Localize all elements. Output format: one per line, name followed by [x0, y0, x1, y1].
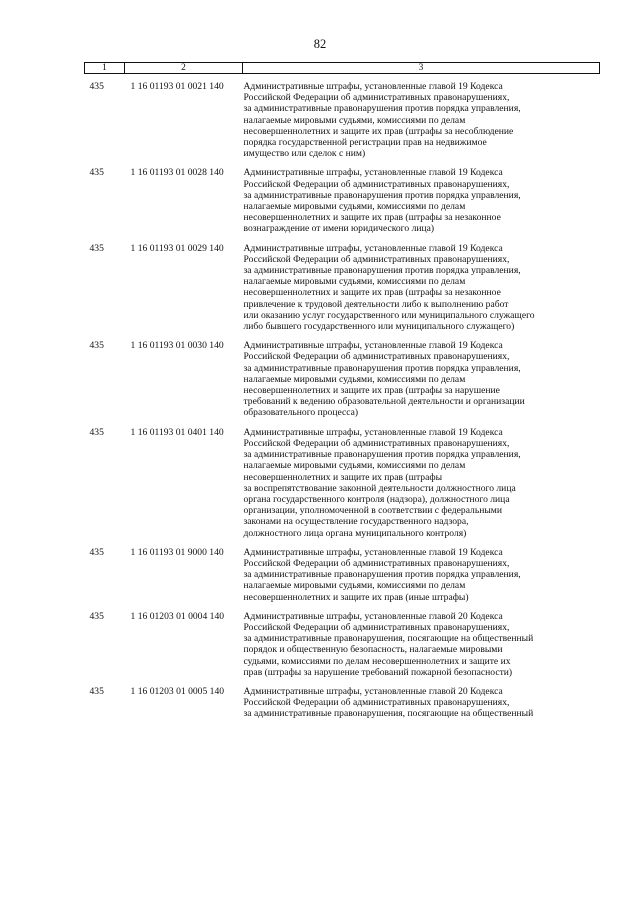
description-line: несовершеннолетних и защите их прав (иные штрафы)	[243, 591, 469, 603]
budget-code-cell: 1 16 01193 01 9000 140	[130, 546, 224, 558]
description-line: Административные штрафы, установленные главой 20 Кодекса	[243, 685, 503, 697]
admin-code-cell: 435	[89, 167, 104, 179]
budget-code-cell: 1 16 01193 01 0021 140	[130, 81, 224, 92]
description-line: за административные правонарушения против порядка управления,	[243, 103, 521, 115]
description-line: за административные правонарушения против порядка управления,	[243, 265, 521, 277]
description-line: за административные правонарушения против порядка управления,	[243, 569, 521, 581]
description-line: Административные штрафы, установленные главой 19 Кодекса	[243, 426, 503, 438]
table-row	[85, 427, 600, 547]
description-line: Российской Федерации об административных правонарушениях,	[243, 178, 510, 190]
description-line: прав (штрафы за нарушение требований пожарной безопасности)	[243, 666, 513, 678]
description-line: за административные правонарушения, посягающие на общественный	[243, 633, 534, 645]
description-line: Российской Федерации об административных правонарушениях,	[243, 621, 510, 633]
description-line: за воспрепятствование законной деятельности должностного лица	[243, 482, 516, 494]
description-line: несовершеннолетних и защите их прав (штрафы за несоблюдение	[243, 125, 514, 137]
table-row	[85, 243, 600, 341]
table-row	[85, 611, 600, 686]
header-col-2: 2	[125, 63, 243, 74]
table-header	[85, 63, 600, 74]
description-line: налагаемые мировыми судьями, комиссиями по делам	[243, 114, 466, 126]
admin-code-cell: 435	[89, 426, 104, 438]
header-col-1: 1	[85, 63, 125, 74]
description-line: Российской Федерации об административных правонарушениях,	[243, 697, 510, 709]
description-line: либо бывшего государственного или муниципального служащего)	[243, 321, 515, 333]
table-row	[85, 686, 600, 728]
admin-code-cell: 435	[89, 242, 104, 254]
description-cell	[243, 427, 600, 547]
description-cell	[243, 243, 600, 341]
table-row	[85, 547, 600, 611]
admin-code-cell: 435	[89, 610, 104, 622]
description-line: порядок и общественную безопасность, налагаемые мировыми	[243, 644, 503, 656]
table-row	[85, 74, 600, 168]
description-line: законами на осуществление государственного надзора,	[243, 516, 469, 528]
header-col-3: 3	[243, 63, 600, 74]
budget-code-cell: 1 16 01203 01 0005 140	[130, 685, 225, 697]
description-line: имущество или сделок с ним)	[243, 148, 366, 160]
description-line: Административные штрафы, установленные главой 19 Кодекса	[243, 546, 503, 558]
description-cell	[243, 340, 600, 426]
description-line: за административные правонарушения против порядка управления,	[243, 362, 521, 374]
description-line: несовершеннолетних и защите их прав (штрафы за незаконное	[243, 212, 501, 224]
description-line: налагаемые мировыми судьями, комиссиями по делам	[243, 373, 466, 385]
description-line: Российской Федерации об административных правонарушениях,	[243, 557, 510, 569]
description-line: образовательного процесса)	[243, 407, 359, 419]
description-line: несовершеннолетних и защите их прав (штрафы за незаконное	[243, 287, 501, 299]
description-line: Административные штрафы, установленные главой 19 Кодекса	[243, 81, 503, 92]
description-line: Российской Федерации об административных правонарушениях,	[243, 351, 510, 363]
budget-code-cell: 1 16 01193 01 0401 140	[130, 426, 224, 438]
description-cell	[243, 547, 600, 611]
budget-code-cell: 1 16 01193 01 0029 140	[130, 242, 224, 254]
description-line: за административные правонарушения, посягающие на общественный	[243, 708, 534, 720]
description-line: или оказанию услуг государственного или муниципального служащего	[243, 309, 535, 321]
description-line: требований к ведению образовательной деятельности и организации	[243, 396, 525, 408]
description-cell	[243, 611, 600, 686]
table-row	[85, 167, 600, 242]
description-line: за административные правонарушения против порядка управления,	[243, 189, 521, 201]
description-line: несовершеннолетних и защите их прав (штрафы	[243, 471, 443, 483]
description-cell	[243, 74, 600, 168]
description-cell	[243, 167, 600, 242]
budget-code-cell: 1 16 01193 01 0028 140	[130, 167, 224, 179]
description-line: судьями, комиссиями по делам несовершеннолетних и защите их	[243, 655, 511, 667]
page-number: 82	[313, 37, 327, 51]
admin-code-cell: 435	[89, 340, 104, 352]
description-line: несовершеннолетних и защите их прав (штрафы за нарушение	[243, 385, 500, 397]
description-line: налагаемые мировыми судьями, комиссиями по делам	[243, 580, 466, 592]
description-line: Российской Федерации об административных правонарушениях,	[243, 92, 510, 104]
description-line: налагаемые мировыми судьями, комиссиями по делам	[243, 201, 466, 213]
admin-code-cell: 435	[89, 81, 104, 92]
admin-code-cell: 435	[89, 546, 104, 558]
description-line: привлечение к трудовой деятельности либо к выполнению работ	[243, 298, 509, 310]
description-line: налагаемые мировыми судьями, комиссиями по делам	[243, 460, 466, 472]
description-line: налагаемые мировыми судьями, комиссиями по делам	[243, 276, 466, 288]
description-line: за административные правонарушения против порядка управления,	[243, 449, 521, 461]
description-line: Российской Федерации об административных правонарушениях,	[243, 253, 510, 265]
description-cell	[243, 686, 600, 728]
description-line: порядка государственной регистрации прав на недвижимое	[243, 137, 487, 149]
description-line: должностного лица органа муниципального контроля)	[243, 527, 467, 539]
budget-code-cell: 1 16 01203 01 0004 140	[130, 610, 225, 622]
description-line: Административные штрафы, установленные главой 20 Кодекса	[243, 610, 503, 622]
admin-code-cell: 435	[89, 685, 104, 697]
description-line: организации, уполномоченной в соответствии с федеральными	[243, 505, 503, 517]
description-line: Административные штрафы, установленные главой 19 Кодекса	[243, 167, 503, 179]
budget-code-cell: 1 16 01193 01 0030 140	[130, 340, 224, 352]
description-line: вознаграждение от имени юридического лица)	[243, 223, 435, 235]
description-line: Российской Федерации об административных правонарушениях,	[243, 437, 510, 449]
description-line: органа государственного контроля (надзора), должностного лица	[243, 493, 510, 505]
revenue-codes-table	[84, 62, 600, 728]
table-body	[85, 74, 600, 728]
table-row	[85, 340, 600, 426]
description-line: Административные штрафы, установленные главой 19 Кодекса	[243, 242, 503, 254]
description-line: Административные штрафы, установленные главой 19 Кодекса	[243, 340, 503, 352]
